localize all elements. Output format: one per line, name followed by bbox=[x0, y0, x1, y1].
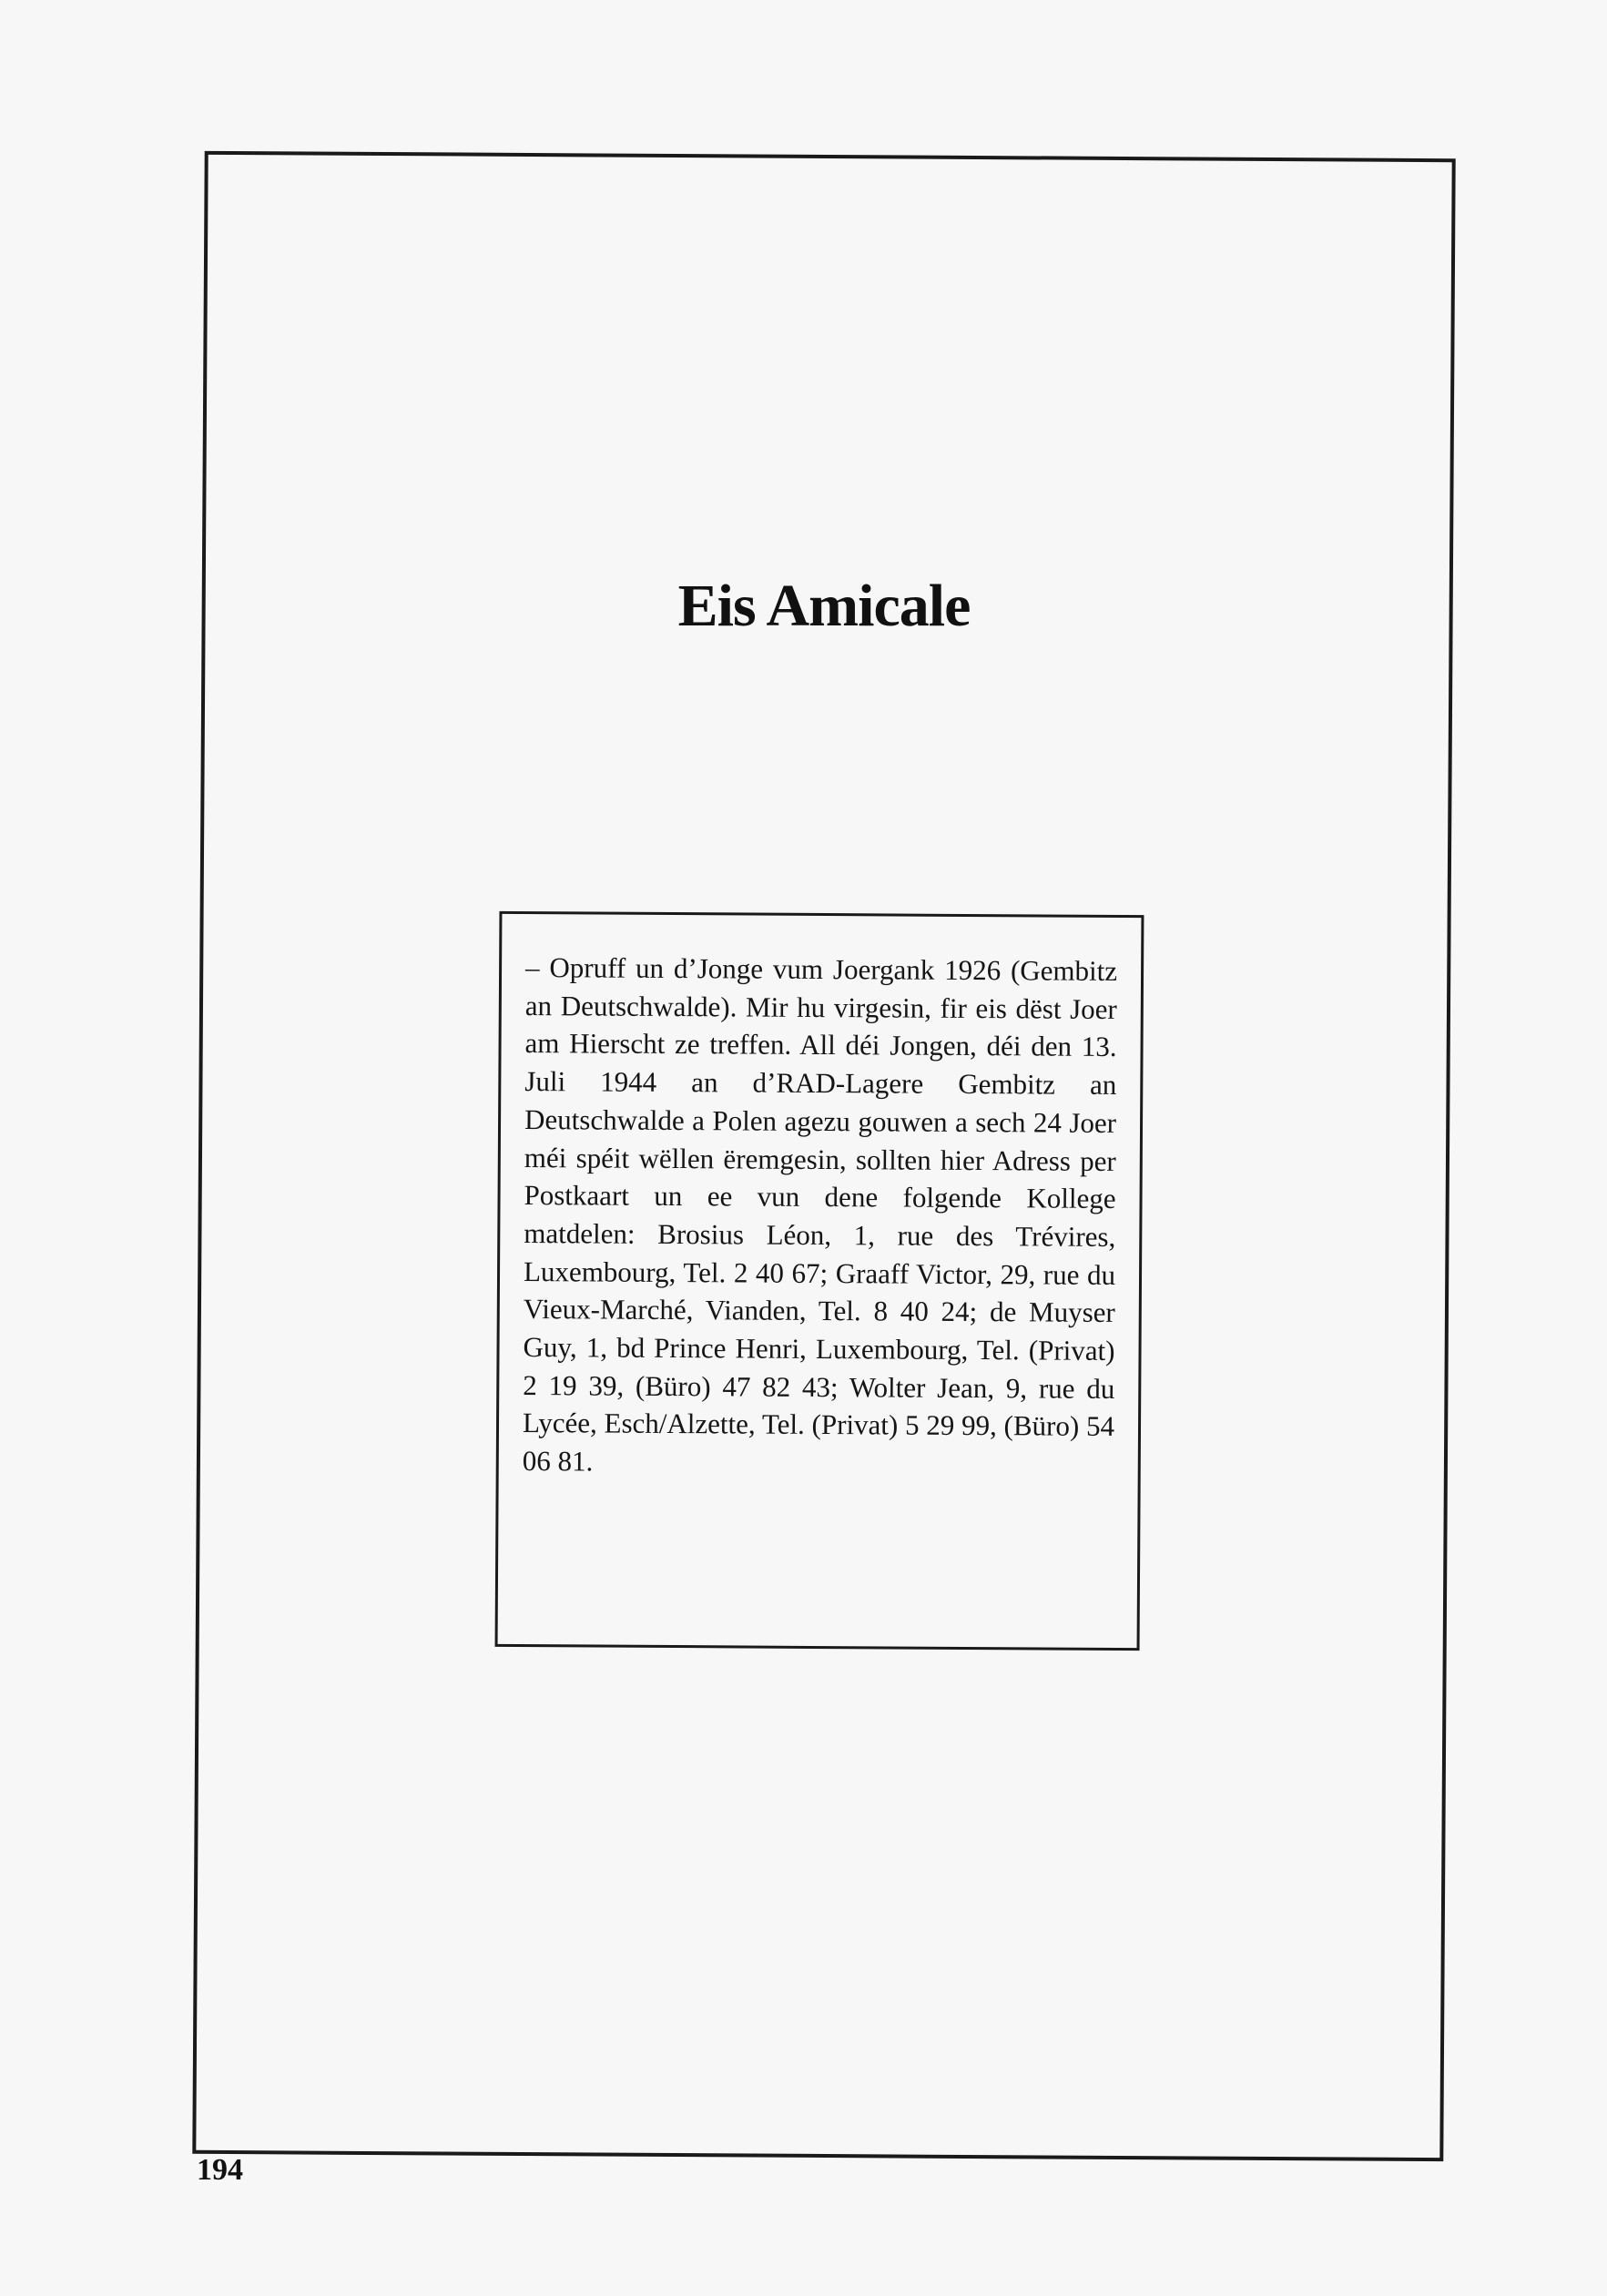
page-title: Eis Amicale bbox=[677, 573, 971, 639]
notice-box bbox=[495, 911, 1144, 1651]
page-number: 194 bbox=[197, 2153, 243, 2187]
notice-text: – Opruff un d’Jonge vum Joergank 1926 (Gembitz an Deutschwalde). Mir hu virgesin, fir eis dëst Joer am Hierscht ze treffen. All déi Jongen, déi den 13. Juli 1944 an d’RAD-Lagere Gembitz an Deutschwalde a Polen agezu gouwen a sech 24 Joer méi spéit wëllen ëremgesin, sollten hier Adress per Postkaart un ee vun dene folgende Kollege matdelen: Brosius Léon, 1, rue des Trévires, Luxembourg, Tel. 2 40 67; Graaff Victor, 29, rue du Vieux-Marché, Vianden, Tel. 8 40 24; de Muyser Guy, 1, bd Prince Henri, Luxembourg, Tel. (Privat) 2 19 39, (Büro) 47 82 43; Wolter Jean, 9, rue du Lycée, Esch/Alzette, Tel. (Privat) 5 29 99, (Büro) 54 06 81. bbox=[522, 951, 1118, 1478]
